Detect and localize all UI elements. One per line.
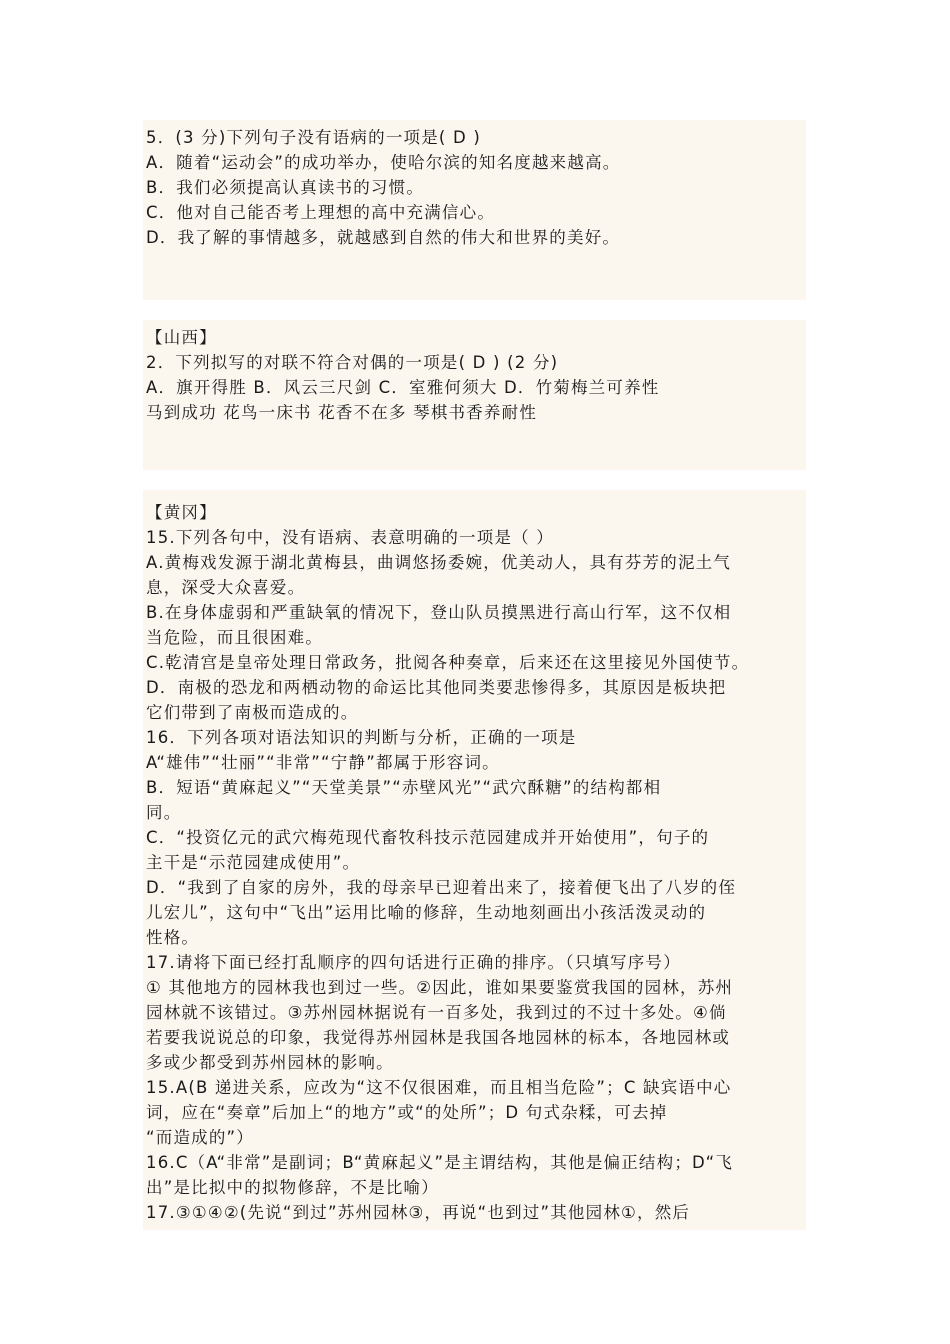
text-line: 多或少都受到苏州园林的影响。 (146, 1053, 394, 1072)
text-line: 15.下列各句中，没有语病、表意明确的一项是（ ） (146, 528, 554, 547)
text-line: 15.A(B 递进关系，应改为“这不仅很困难，而且相当危险”；C 缺宾语中心 (146, 1078, 732, 1097)
text-line: A“雄伟”“壮丽”“非常”“宁静”都属于形容词。 (146, 753, 500, 772)
couplet-options-line-1: A．旗开得胜 B．风云三尺剑 C．室雅何须大 D．竹菊梅兰可养性 (146, 378, 660, 397)
text-line: C．“投资亿元的武穴梅苑现代畜牧科技示范园建成并开始使用”，句子的 (146, 828, 710, 847)
text-line: B.在身体虚弱和严重缺氧的情况下，登山队员摸黑进行高山行军，这不仅相 (146, 603, 732, 622)
text-line: 出”是比拟中的拟物修辞，不是比喻） (146, 1178, 439, 1197)
text-line: 性格。 (146, 928, 200, 947)
option-a: A．随着“运动会”的成功举办，使哈尔滨的知名度越来越高。 (146, 153, 621, 172)
couplet-options-line-2: 马到成功 花鸟一床书 花香不在多 琴棋书香养耐性 (146, 403, 538, 422)
text-line: A.黄梅戏发源于湖北黄梅县，曲调悠扬委婉，优美动人，具有芬芳的泥土气 (146, 553, 732, 572)
text-line: D．南极的恐龙和两栖动物的命运比其他同类要悲惨得多，其原因是板块把 (146, 678, 727, 697)
section-heading-huanggang: 【黄冈】 (146, 503, 217, 522)
text-line: 同。 (146, 803, 182, 822)
option-c: C．他对自己能否考上理想的高中充满信心。 (146, 203, 496, 222)
text-line: 17.请将下面已经打乱顺序的四句话进行正确的排序。（只填写序号） (146, 953, 681, 972)
text-line: 园林就不该错过。③苏州园林据说有一百多处，我到过的不过十多处。④倘 (146, 1003, 727, 1022)
section-heading-shanxi: 【山西】 (146, 328, 217, 347)
text-line: 主干是“示范园建成使用”。 (146, 853, 361, 872)
option-b: B．我们必须提高认真读书的习惯。 (146, 178, 425, 197)
text-line: ① 其他地方的园林我也到过一些。②因此，谁如果要鉴赏我国的园林，苏州 (146, 978, 734, 997)
text-line: 词，应在“奏章”后加上“的地方”或“的处所”；D 句式杂糅，可去掉 (146, 1103, 668, 1122)
text-line: 它们带到了南极而造成的。 (146, 703, 359, 722)
option-d: D．我了解的事情越多，就越感到自然的伟大和世界的美好。 (146, 228, 621, 247)
question-5-stem: 5．(3 分)下列句子没有语病的一项是( D ) (146, 128, 481, 147)
text-line: 儿宏儿”，这句中“飞出”运用比喻的修辞，生动地刻画出小孩活泼灵动的 (146, 903, 707, 922)
shanxi-question-2: 2．下列拟写的对联不符合对偶的一项是( D ) (2 分) (146, 353, 559, 372)
text-line: “而造成的”） (146, 1128, 254, 1147)
text-line: 当危险，而且很困难。 (146, 628, 323, 647)
text-line: 息，深受大众喜爱。 (146, 578, 306, 597)
text-line: 16．下列各项对语法知识的判断与分析，正确的一项是 (146, 728, 577, 747)
text-line: 若要我说说总的印象，我觉得苏州园林是我国各地园林的标本，各地园林或 (146, 1028, 731, 1047)
text-line: 17.③①④②(先说“到过”苏州园林③，再说“也到过”其他园林①，然后 (146, 1203, 691, 1222)
text-line: B．短语“黄麻起义”“天堂美景”“赤壁风光”“武穴酥糖”的结构都相 (146, 778, 662, 797)
text-line: D．“我到了自家的房外，我的母亲早已迎着出来了，接着便飞出了八岁的侄 (146, 878, 737, 897)
text-line: 16.C（A“非常”是副词；B“黄麻起义”是主谓结构，其他是偏正结构；D“飞 (146, 1153, 734, 1172)
text-line: C.乾清宫是皇帝处理日常政务，批阅各种奏章，后来还在这里接见外国使节。 (146, 653, 750, 672)
